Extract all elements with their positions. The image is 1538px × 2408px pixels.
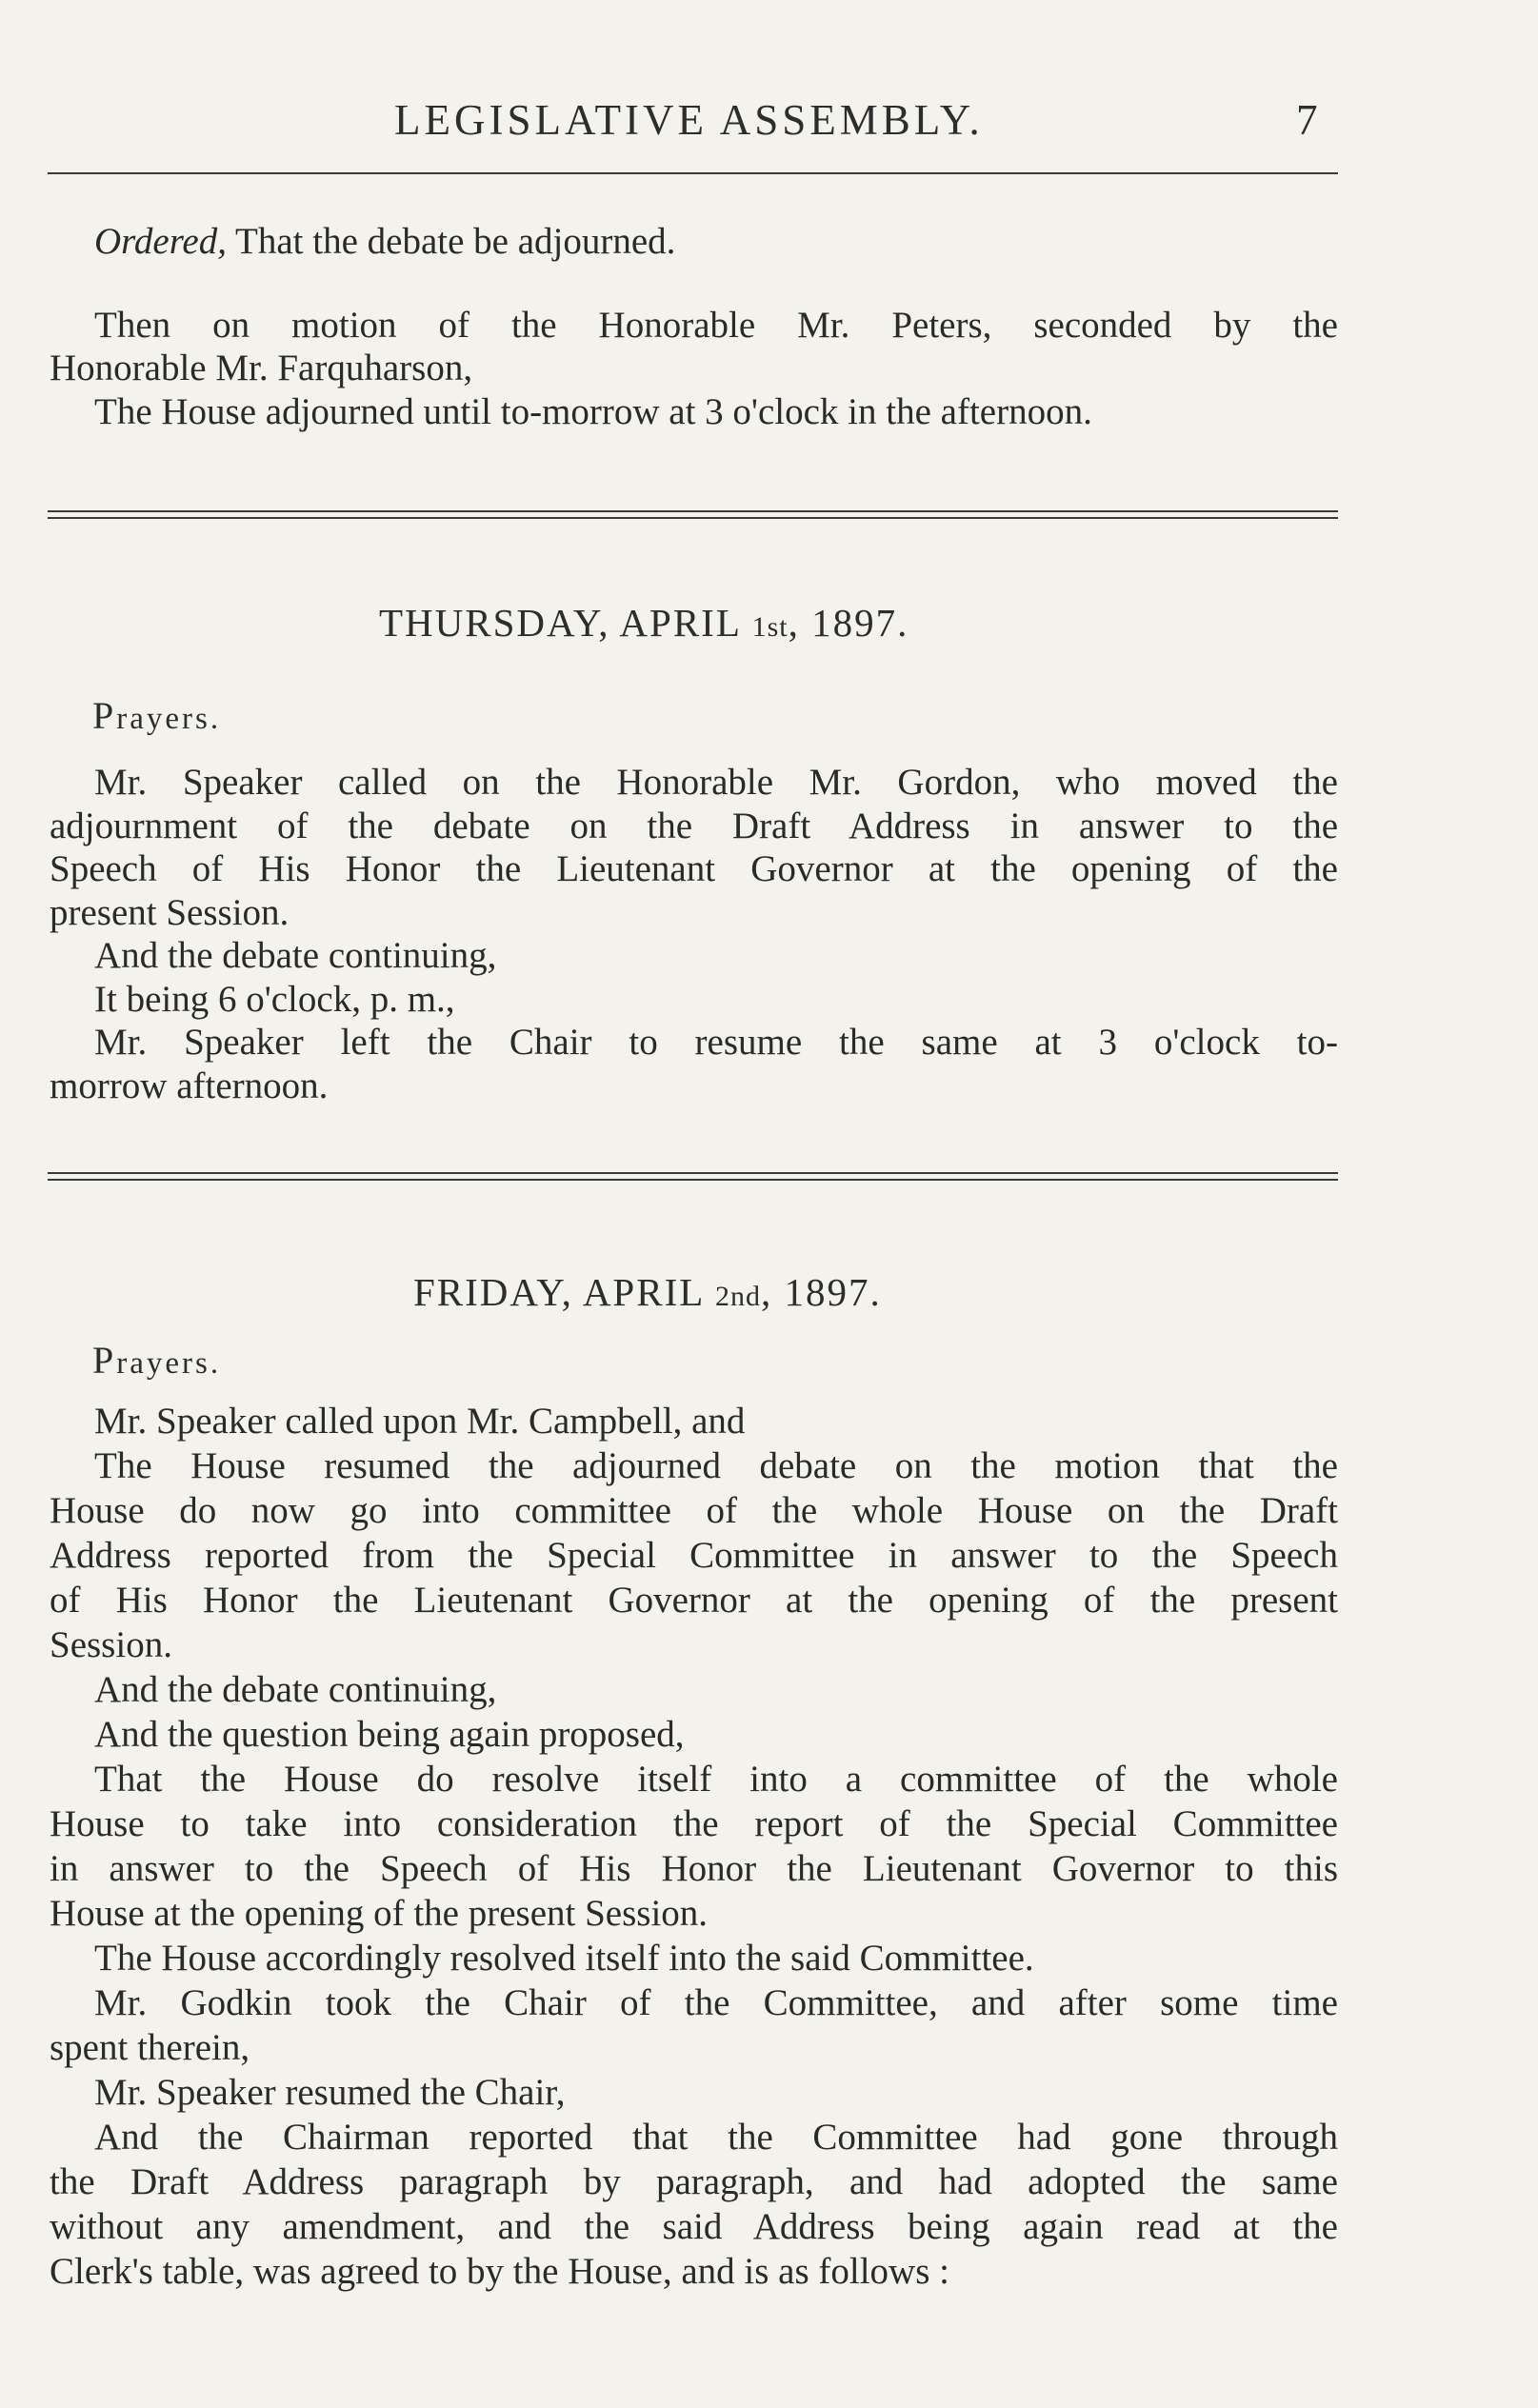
heading-ordinal: 2nd xyxy=(715,1281,762,1312)
header-rule xyxy=(48,172,1338,174)
text-line: And the Chairman reported that the Committee had gone through xyxy=(94,2117,1338,2158)
text-line: It being 6 o'clock, p. m., xyxy=(94,978,455,1020)
running-header xyxy=(0,95,1538,152)
text-line: Mr. Godkin took the Chair of the Committee, and after some time xyxy=(94,1982,1338,2023)
text-line: Mr. Speaker called on the Honorable Mr. Gordon, who moved the xyxy=(94,762,1338,803)
text-line: And the debate continuing, xyxy=(94,935,497,976)
text-line: The House accordingly resolved itself into the said Committee. xyxy=(94,1938,1034,1979)
prayers-label: Prayers. xyxy=(92,694,222,737)
section-thursday-text xyxy=(50,761,1338,1107)
running-title: LEGISLATIVE ASSEMBLY. xyxy=(394,96,984,144)
text-line: morrow afternoon. xyxy=(50,1065,329,1106)
text-line: House to take into consideration the report of the Special Committee xyxy=(50,1803,1338,1844)
text-line: And the question being again proposed, xyxy=(94,1714,685,1755)
text-line: That the House do resolve itself into a committee of the whole xyxy=(94,1759,1338,1800)
text-line: Address reported from the Special Committee in answer to the Speech xyxy=(50,1535,1338,1576)
ordered-text: That the debate be adjourned. xyxy=(227,221,676,262)
heading-text: FRIDAY, APRIL xyxy=(413,1270,716,1314)
text-line: Mr. Speaker resumed the Chair, xyxy=(94,2072,566,2113)
text-line: Clerk's table, was agreed to by the House, and is as follows : xyxy=(50,2251,949,2292)
text-line: The House resumed the adjourned debate on the motion that the xyxy=(94,1445,1338,1486)
section-friday-text xyxy=(50,1399,1338,2294)
text-line: Mr. Speaker left the Chair to resume the same at 3 o'clock to- xyxy=(94,1022,1338,1063)
text-line: in answer to the Speech of His Honor the Lieutenant Governor to this xyxy=(50,1848,1338,1889)
text-line: House at the opening of the present Session. xyxy=(50,1893,709,1934)
text-line: present Session. xyxy=(50,891,290,933)
heading-year: , 1897. xyxy=(788,601,909,645)
text-line: And the debate continuing, xyxy=(94,1669,497,1710)
heading-ordinal: 1st xyxy=(751,611,789,643)
text-line: the Draft Address paragraph by paragraph, and had adopted the same xyxy=(50,2161,1338,2202)
ordered-label: Ordered, xyxy=(94,221,227,262)
text-line: Honorable Mr. Farquharson, xyxy=(50,348,473,388)
text-line: Mr. Speaker called upon Mr. Campbell, and xyxy=(94,1401,746,1442)
section-divider-rule xyxy=(48,510,1338,519)
ordered-paragraph xyxy=(50,220,1338,264)
section-divider-rule xyxy=(48,1172,1338,1181)
prayers-label: Prayers. xyxy=(92,1339,222,1382)
text-line: Session. xyxy=(50,1624,172,1665)
page-number: 7 xyxy=(1296,96,1318,144)
heading-year: , 1897. xyxy=(761,1270,882,1314)
text-line: House do now go into committee of the whole House on the Draft xyxy=(50,1490,1338,1531)
text-line: Speech of His Honor the Lieutenant Governor at the opening of the xyxy=(50,848,1338,889)
text-line: of His Honor the Lieutenant Governor at the opening of the present xyxy=(50,1580,1338,1621)
text-line: spent therein, xyxy=(50,2027,250,2068)
text-line: adjournment of the debate on the Draft Address in answer to the xyxy=(50,805,1338,846)
text-line: without any amendment, and the said Address being again read at the xyxy=(50,2206,1338,2247)
text-line: Then on motion of the Honorable Mr. Peters, seconded by the xyxy=(94,304,1338,346)
section-adjournment xyxy=(50,220,1338,433)
text-line: The House adjourned until to-morrow at 3 o'clock in the afternoon. xyxy=(94,390,1092,432)
heading-text: THURSDAY, APRIL xyxy=(379,601,752,645)
